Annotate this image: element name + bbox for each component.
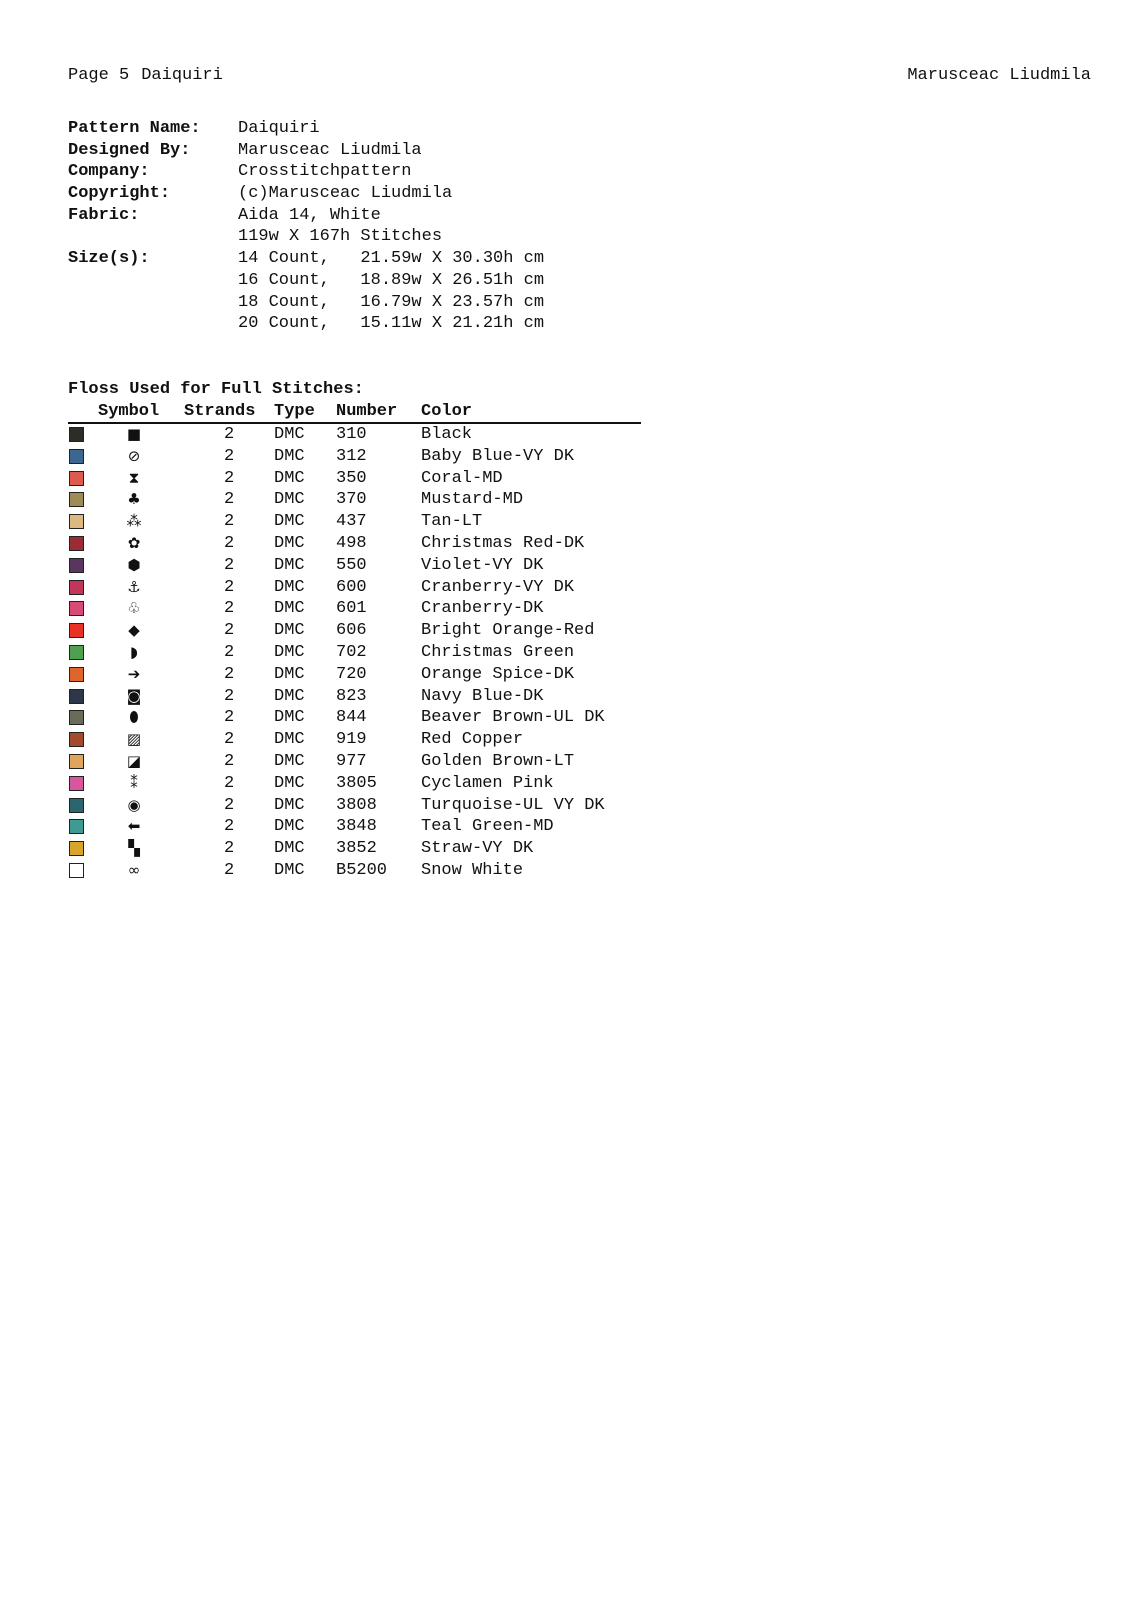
floss-strands: 2 <box>224 751 235 771</box>
header-color: Color <box>421 402 473 421</box>
floss-type: DMC <box>274 555 305 575</box>
header-strands: Strands <box>184 402 256 421</box>
stitch-symbol-icon: ⁂ <box>126 512 142 531</box>
stitch-symbol-icon: ◗ <box>130 642 138 661</box>
info-row <box>68 205 544 227</box>
floss-strands: 2 <box>224 425 235 444</box>
floss-number: 350 <box>336 468 367 488</box>
page-number: Page 5 <box>68 66 130 85</box>
floss-strands: 2 <box>224 621 235 641</box>
floss-row <box>68 446 641 468</box>
floss-number: 600 <box>336 577 367 597</box>
info-row <box>68 118 544 140</box>
floss-number: 919 <box>336 730 367 750</box>
floss-row <box>68 795 641 817</box>
floss-number: 312 <box>336 446 367 466</box>
stitch-symbol-icon: ♣ <box>127 490 141 509</box>
info-label: Designed By: <box>68 140 191 160</box>
floss-strands: 2 <box>224 555 235 575</box>
color-swatch <box>69 732 84 747</box>
floss-color-name: Christmas Green <box>421 642 575 662</box>
stitch-symbol-icon: ⚓ <box>127 577 141 596</box>
floss-strands: 2 <box>224 490 235 510</box>
color-swatch <box>69 689 84 704</box>
floss-number: 3808 <box>336 795 377 815</box>
floss-type: DMC <box>274 577 305 597</box>
color-swatch <box>69 819 84 834</box>
floss-row <box>68 664 641 686</box>
floss-color-name: Coral-MD <box>421 468 503 488</box>
stitch-symbol-icon: ✿ <box>127 533 141 552</box>
info-row <box>68 183 544 205</box>
stitch-symbol-icon: ◙ <box>126 686 142 705</box>
stitch-symbol-icon: ▚ <box>128 839 140 858</box>
floss-type: DMC <box>274 490 305 510</box>
color-swatch <box>69 863 84 878</box>
floss-strands: 2 <box>224 533 235 553</box>
floss-row <box>68 816 641 838</box>
floss-table <box>68 401 641 882</box>
stitch-symbol-icon: ⁑ <box>130 773 138 792</box>
floss-strands: 2 <box>224 795 235 815</box>
color-swatch <box>69 427 84 442</box>
floss-strands: 2 <box>224 730 235 750</box>
floss-color-name: Teal Green-MD <box>421 817 554 837</box>
info-value: 14 Count, 21.59w X 30.30h cm <box>238 249 545 269</box>
info-label: Copyright: <box>68 184 171 204</box>
info-row <box>68 161 544 183</box>
color-swatch <box>69 710 84 725</box>
floss-row <box>68 620 641 642</box>
floss-row <box>68 489 641 511</box>
floss-number: 977 <box>336 751 367 771</box>
floss-type: DMC <box>274 446 305 466</box>
floss-row <box>68 511 641 533</box>
floss-type: DMC <box>274 468 305 488</box>
floss-type: DMC <box>274 817 305 837</box>
floss-table-header <box>68 401 641 424</box>
floss-number: 370 <box>336 490 367 510</box>
stitch-symbol-icon: ⊘ <box>127 446 141 465</box>
info-row <box>68 270 544 292</box>
floss-color-name: Turquoise-UL VY DK <box>421 795 605 815</box>
floss-color-name: Snow White <box>421 860 524 880</box>
floss-strands: 2 <box>224 860 235 880</box>
stitch-symbol-icon: ◉ <box>127 795 141 814</box>
floss-number: 601 <box>336 599 367 619</box>
floss-number: 720 <box>336 664 367 684</box>
floss-type: DMC <box>274 773 305 793</box>
floss-color-name: Navy Blue-DK <box>421 686 544 706</box>
info-value: (c)Marusceac Liudmila <box>238 184 453 204</box>
floss-type: DMC <box>274 860 305 880</box>
info-row <box>68 140 544 162</box>
floss-strands: 2 <box>224 577 235 597</box>
floss-row <box>68 729 641 751</box>
floss-strands: 2 <box>224 686 235 706</box>
header-type: Type <box>274 402 315 421</box>
stitch-symbol-icon: ⬅ <box>127 817 141 836</box>
floss-row <box>68 598 641 620</box>
floss-row <box>68 533 641 555</box>
floss-type: DMC <box>274 686 305 706</box>
floss-color-name: Baby Blue-VY DK <box>421 446 575 466</box>
floss-number: B5200 <box>336 860 388 880</box>
color-swatch <box>69 471 84 486</box>
floss-strands: 2 <box>224 642 235 662</box>
stitch-symbol-icon: ⬢ <box>127 555 141 574</box>
info-value: Aida 14, White <box>238 205 381 225</box>
color-swatch <box>69 645 84 660</box>
color-swatch <box>69 558 84 573</box>
floss-color-name: Straw-VY DK <box>421 839 534 859</box>
floss-strands: 2 <box>224 839 235 859</box>
floss-row <box>68 468 641 490</box>
floss-color-name: Red Copper <box>421 730 524 750</box>
floss-color-name: Violet-VY DK <box>421 555 544 575</box>
floss-number: 3852 <box>336 839 377 859</box>
floss-strands: 2 <box>224 817 235 837</box>
floss-type: DMC <box>274 751 305 771</box>
floss-number: 702 <box>336 642 367 662</box>
floss-type: DMC <box>274 533 305 553</box>
color-swatch <box>69 492 84 507</box>
floss-color-name: Beaver Brown-UL DK <box>421 708 605 728</box>
stitch-symbol-icon: ◆ <box>128 621 140 640</box>
info-label <box>68 226 238 248</box>
floss-number: 606 <box>336 621 367 641</box>
info-row <box>68 248 544 270</box>
floss-section-title: Floss Used for Full Stitches: <box>68 380 364 399</box>
info-value: 20 Count, 15.11w X 21.21h cm <box>238 314 545 334</box>
floss-type: DMC <box>274 425 305 444</box>
stitch-symbol-icon: ▨ <box>126 730 142 749</box>
header-author: Marusceac Liudmila <box>907 66 1091 85</box>
floss-type: DMC <box>274 795 305 815</box>
floss-color-name: Tan-LT <box>421 512 483 532</box>
floss-type: DMC <box>274 642 305 662</box>
floss-row <box>68 838 641 860</box>
color-swatch <box>69 623 84 638</box>
info-label: Company: <box>68 162 150 182</box>
color-swatch <box>69 798 84 813</box>
floss-color-name: Mustard-MD <box>421 490 524 510</box>
color-swatch <box>69 754 84 769</box>
floss-row <box>68 686 641 708</box>
stitch-symbol-icon: ➔ <box>127 664 141 683</box>
floss-color-name: Cranberry-DK <box>421 599 544 619</box>
info-row <box>68 292 544 314</box>
info-value: 16 Count, 18.89w X 26.51h cm <box>238 270 545 290</box>
floss-row <box>68 751 641 773</box>
floss-number: 550 <box>336 555 367 575</box>
color-swatch <box>69 449 84 464</box>
info-label: Size(s): <box>68 249 150 269</box>
info-value: 119w X 167h Stitches <box>238 227 443 247</box>
floss-number: 3805 <box>336 773 377 793</box>
floss-type: DMC <box>274 621 305 641</box>
floss-color-name: Christmas Red-DK <box>421 533 585 553</box>
info-value: Crosstitchpattern <box>238 162 412 182</box>
floss-row <box>68 555 641 577</box>
floss-color-name: Black <box>421 425 473 444</box>
floss-color-name: Bright Orange-Red <box>421 621 595 641</box>
floss-row <box>68 424 641 446</box>
color-swatch <box>69 841 84 856</box>
floss-type: DMC <box>274 512 305 532</box>
header-symbol: Symbol <box>98 402 160 421</box>
info-row <box>68 226 544 248</box>
color-swatch <box>69 536 84 551</box>
floss-row <box>68 707 641 729</box>
floss-strands: 2 <box>224 599 235 619</box>
floss-row <box>68 642 641 664</box>
floss-number: 844 <box>336 708 367 728</box>
header-number: Number <box>336 402 398 421</box>
page-header-left <box>68 66 223 85</box>
floss-row <box>68 577 641 599</box>
info-label <box>68 270 238 292</box>
color-swatch <box>69 667 84 682</box>
info-value: Daiquiri <box>238 119 320 138</box>
pattern-info <box>68 118 544 335</box>
info-value: 18 Count, 16.79w X 23.57h cm <box>238 292 545 312</box>
floss-color-name: Orange Spice-DK <box>421 664 575 684</box>
floss-type: DMC <box>274 664 305 684</box>
floss-type: DMC <box>274 708 305 728</box>
stitch-symbol-icon: ⧗ <box>128 468 140 487</box>
floss-number: 823 <box>336 686 367 706</box>
floss-color-name: Cyclamen Pink <box>421 773 554 793</box>
floss-number: 498 <box>336 533 367 553</box>
floss-type: DMC <box>274 839 305 859</box>
floss-color-name: Cranberry-VY DK <box>421 577 575 597</box>
floss-number: 437 <box>336 512 367 532</box>
color-swatch <box>69 776 84 791</box>
color-swatch <box>69 580 84 595</box>
stitch-symbol-icon: ∞ <box>127 860 141 879</box>
color-swatch <box>69 514 84 529</box>
floss-number: 3848 <box>336 817 377 837</box>
stitch-symbol-icon: ■ <box>126 425 142 443</box>
floss-type: DMC <box>274 599 305 619</box>
info-label <box>68 292 238 314</box>
stitch-symbol-icon: ◪ <box>126 751 142 770</box>
floss-row <box>68 860 641 882</box>
floss-strands: 2 <box>224 512 235 532</box>
floss-color-name: Golden Brown-LT <box>421 751 575 771</box>
stitch-symbol-icon: ⬮ <box>129 708 139 727</box>
floss-strands: 2 <box>224 664 235 684</box>
color-swatch <box>69 601 84 616</box>
info-value: Marusceac Liudmila <box>238 140 422 160</box>
info-label: Fabric: <box>68 205 140 225</box>
info-label <box>68 313 238 335</box>
stitch-symbol-icon: ♧ <box>127 599 141 618</box>
floss-strands: 2 <box>224 446 235 466</box>
floss-type: DMC <box>274 730 305 750</box>
floss-strands: 2 <box>224 773 235 793</box>
header-pattern-name: Daiquiri <box>141 66 223 85</box>
info-label: Pattern Name: <box>68 119 201 138</box>
info-row <box>68 313 544 335</box>
floss-row <box>68 773 641 795</box>
floss-strands: 2 <box>224 708 235 728</box>
floss-number: 310 <box>336 425 367 444</box>
floss-strands: 2 <box>224 468 235 488</box>
